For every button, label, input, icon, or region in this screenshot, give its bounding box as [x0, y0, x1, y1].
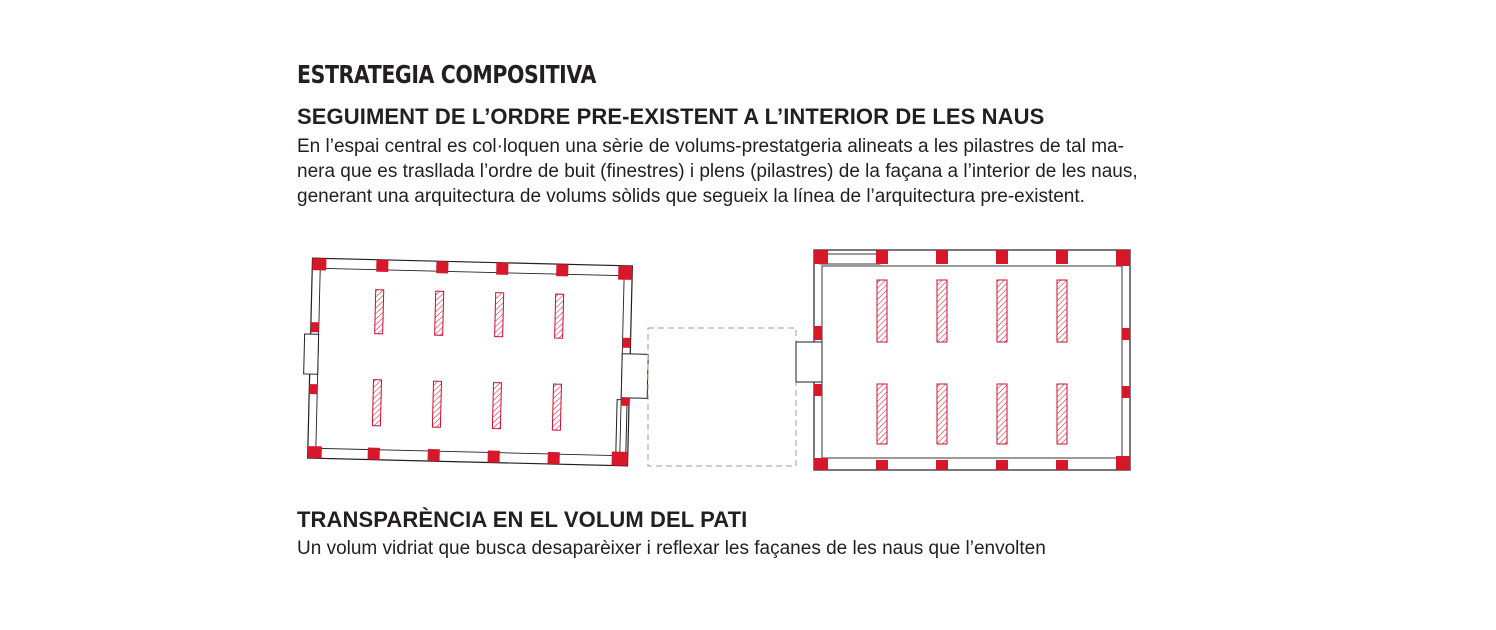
pillar	[814, 458, 828, 470]
left-nave-entrance	[304, 334, 319, 374]
section-heading-transparency: TRANSPARÈNCIA EN EL VOLUM DEL PATI	[297, 507, 748, 532]
pillar	[309, 384, 317, 394]
shelf-volume	[877, 384, 887, 444]
pillar	[1116, 250, 1130, 266]
shelf-volume	[555, 294, 564, 338]
pillar	[308, 446, 322, 458]
pillar	[814, 326, 822, 340]
pillar	[1056, 250, 1068, 264]
shelf-volume	[1057, 384, 1067, 444]
pillar	[312, 258, 326, 270]
right-nave-inner-wall	[822, 266, 1122, 458]
pillar	[1056, 460, 1068, 470]
page-title: ESTRATEGIA COMPOSITIVA	[297, 60, 596, 89]
right-nave-plan	[796, 250, 1130, 470]
pillar	[496, 263, 508, 275]
shelf-volume	[432, 381, 441, 427]
shelf-volume	[997, 384, 1007, 444]
patio-glass-volume	[648, 328, 796, 466]
pillar	[311, 322, 319, 332]
pillar	[618, 266, 632, 280]
left-nave-side-door	[616, 400, 627, 456]
text-line: generant una arquitectura de volums sòlids que segueix la línea de l’arquitectura pre-existent.	[297, 186, 1085, 207]
pillar	[436, 261, 448, 273]
pillar	[876, 250, 888, 264]
pillar	[556, 264, 568, 276]
pillar	[622, 338, 630, 348]
right-nave-outer-wall	[814, 250, 1130, 470]
shelf-volume	[1057, 280, 1067, 342]
pillar	[814, 384, 822, 396]
shelf-volume	[937, 280, 947, 342]
pillar	[876, 460, 888, 470]
shelf-volume	[372, 380, 381, 426]
left-nave-inner-wall	[316, 268, 624, 455]
shelf-volume	[997, 280, 1007, 342]
shelf-volume	[492, 383, 501, 429]
pillar	[814, 250, 828, 264]
pillar	[1116, 456, 1130, 470]
section-text-transparency: Un volum vidriat que busca desaparèixer i reflexar les façanes de les naus que l’envolten	[297, 538, 1046, 559]
shelf-volume	[937, 384, 947, 444]
pillar	[621, 398, 629, 406]
shelf-volume	[495, 293, 504, 337]
pillar	[612, 451, 628, 465]
left-nave-outer-wall	[308, 258, 633, 466]
left-nave-connector	[621, 354, 648, 399]
pillar	[548, 452, 560, 464]
pillar	[996, 460, 1008, 470]
left-nave-plan	[302, 258, 651, 466]
right-nave-shelves	[877, 280, 1067, 444]
section-heading-order: SEGUIMENT DE L’ORDRE PRE-EXISTENT A L’INTERIOR DE LES NAUS	[297, 104, 1045, 129]
pillar	[936, 250, 948, 264]
pillar	[376, 260, 388, 272]
text-line: nera que es traslladа l’ordre de buit (finestres) i plens (pilastres) de la façana a l’interior de les naus,	[297, 161, 1138, 182]
pillar	[488, 450, 500, 462]
shelf-volume	[435, 291, 444, 335]
shelf-volume	[552, 384, 561, 430]
pillar	[1122, 328, 1130, 340]
shelf-volume	[375, 290, 384, 334]
right-nave-porch	[820, 254, 880, 264]
text-line: En l’espai central es col·loquen una sèrie de volums-prestatgeria alineats a les pilastres de tal ma-	[297, 136, 1124, 157]
shelf-volume	[877, 280, 887, 342]
pillar	[936, 460, 948, 470]
pillar	[428, 449, 440, 461]
pillar	[1122, 386, 1130, 398]
right-nave-pillars	[814, 250, 1130, 470]
pillar	[368, 448, 380, 460]
left-nave-shelves	[372, 290, 563, 431]
right-nave-connector	[796, 342, 822, 382]
pillar	[996, 250, 1008, 264]
left-nave-pillars	[308, 258, 633, 466]
